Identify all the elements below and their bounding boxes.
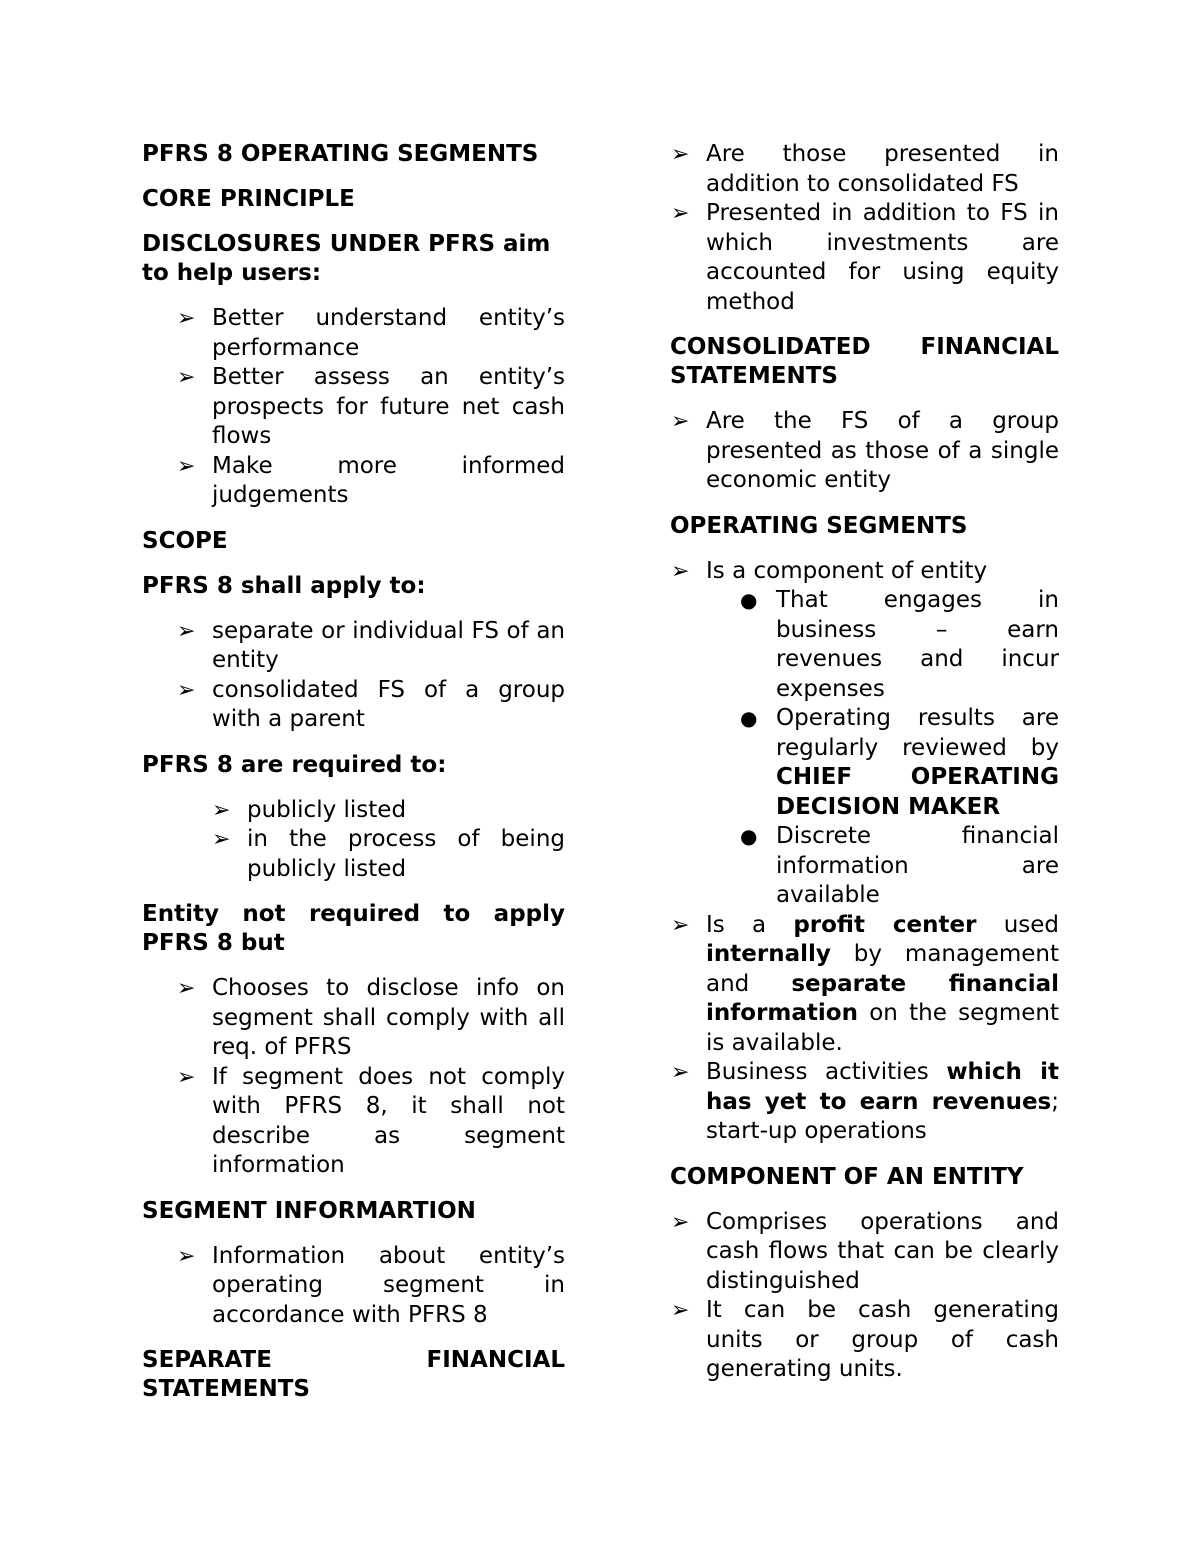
disclosures-heading: DISCLOSURES UNDER PFRS aim to help users: — [142, 231, 551, 286]
list-item: ➢ Presented in addition to FS in which investments are accounted for using equity method — [671, 200, 1059, 315]
not-required-list — [142, 974, 565, 1181]
arrow-bullet-icon: ➢ — [671, 409, 690, 434]
list-item: ➢ Are those presented in addition to consolidated FS — [671, 141, 1059, 197]
arrow-bullet-icon: ➢ — [212, 797, 231, 823]
list-item: ➢ Comprises operations and cash flows that can be clearly distinguished — [671, 1208, 1059, 1294]
sub-list-item: ● Operating results are regularly reviewed by CHIEF OPERATING DECISION MAKER — [740, 705, 1059, 820]
list-item: ➢ separate or individual FS of an entity — [177, 617, 565, 673]
list-item: ➢ Better assess an entity’s prospects for future net cash flows — [177, 364, 565, 449]
not-required-heading: Entity not required to apply PFRS 8 but — [142, 901, 565, 956]
apply-list — [142, 617, 565, 735]
arrow-bullet-icon: ➢ — [177, 306, 196, 331]
arrow-bullet-icon: ➢ — [671, 558, 690, 584]
core-principle-heading: CORE PRINCIPLE — [142, 186, 355, 212]
arrow-bullet-icon: ➢ — [671, 201, 690, 226]
dot-bullet-icon: ● — [740, 706, 758, 730]
scope-heading: SCOPE — [142, 527, 228, 554]
list-item: ➢ Are the FS of a group presented as those of a single economic entity — [671, 408, 1059, 493]
arrow-bullet-icon: ➢ — [177, 365, 196, 390]
segment-info-list — [142, 1242, 565, 1331]
list-item: ➢ Is a profit center used internally by management and separate financial information on the segment is available. — [671, 911, 1060, 1056]
segment-info-heading: SEGMENT INFORMARTION — [142, 1197, 476, 1224]
dot-bullet-icon: ● — [740, 824, 758, 848]
list-item: ➢ If segment does not comply with PFRS 8, it shall not describe as segment information — [177, 1063, 565, 1178]
list-item: ➢ Make more informed judgements — [177, 452, 565, 508]
arrow-bullet-icon: ➢ — [177, 1064, 196, 1090]
operating-segments-list — [670, 557, 1059, 1147]
list-item: ➢ Information about entity’s operating segment in accordance with PFRS 8 — [177, 1242, 565, 1328]
apply-heading: PFRS 8 shall apply to: — [142, 572, 426, 599]
arrow-bullet-icon: ➢ — [671, 1298, 690, 1323]
operating-segments-heading: OPERATING SEGMENTS — [670, 512, 968, 539]
consolidated-list — [670, 407, 1059, 496]
arrow-bullet-icon: ➢ — [177, 976, 196, 1001]
list-item: ➢ Business activities which it has yet to earn revenues; start-up operations — [671, 1059, 1059, 1144]
separate-fs-heading: SEPARATE FINANCIAL STATEMENTS — [142, 1347, 565, 1402]
list-item: ➢ consolidated FS of a group with a parent — [177, 676, 565, 732]
required-heading: PFRS 8 are required to: — [142, 751, 447, 778]
list-item: ➢ in the process of being publicly listed — [212, 826, 565, 882]
component-heading: COMPONENT OF AN ENTITY — [670, 1163, 1024, 1190]
chief-operating-decision-maker: CHIEF OPERATING DECISION MAKER — [776, 764, 1059, 820]
sub-list-item: ● That engages in business – earn revenues and incur expenses — [740, 587, 1059, 702]
consolidated-heading: CONSOLIDATED FINANCIAL STATEMENTS — [670, 334, 1059, 389]
list-item: ➢ publicly listed — [247, 796, 565, 826]
list-item: ➢ It can be cash generating units or group of cash generating units. — [671, 1297, 1059, 1382]
sub-list-item: ● Discrete financial information are available — [740, 823, 1059, 908]
left-column — [142, 140, 565, 1420]
separate-fs-list — [670, 140, 1059, 317]
arrow-bullet-icon: ➢ — [671, 142, 690, 167]
arrow-bullet-icon: ➢ — [177, 453, 196, 479]
arrow-bullet-icon: ➢ — [177, 1243, 196, 1269]
arrow-bullet-icon: ➢ — [671, 1060, 690, 1085]
arrow-bullet-icon: ➢ — [212, 827, 231, 852]
list-item: ➢ Better understand entity’s performance — [177, 305, 565, 361]
arrow-bullet-icon: ➢ — [177, 618, 196, 644]
list-item: ➢ Chooses to disclose info on segment shall comply with all req. of PFRS — [177, 975, 565, 1060]
arrow-bullet-icon: ➢ — [177, 677, 196, 703]
required-list — [142, 796, 565, 885]
dot-bullet-icon: ● — [740, 588, 758, 612]
disclosures-list — [142, 304, 565, 511]
list-item: ➢ Is a component of entity ● That engages in business – earn revenues and incur expenses ● Operating results are regularly reviewed by CHIEF OPERATING DECISION MAKER ● Discrete financial information are available — [706, 557, 1059, 911]
arrow-bullet-icon: ➢ — [671, 1209, 690, 1235]
right-column — [670, 140, 1059, 1401]
component-list — [670, 1208, 1059, 1385]
arrow-bullet-icon: ➢ — [671, 912, 690, 938]
operating-sub-list — [706, 586, 1059, 911]
page-title: PFRS 8 OPERATING SEGMENTS — [142, 141, 539, 167]
